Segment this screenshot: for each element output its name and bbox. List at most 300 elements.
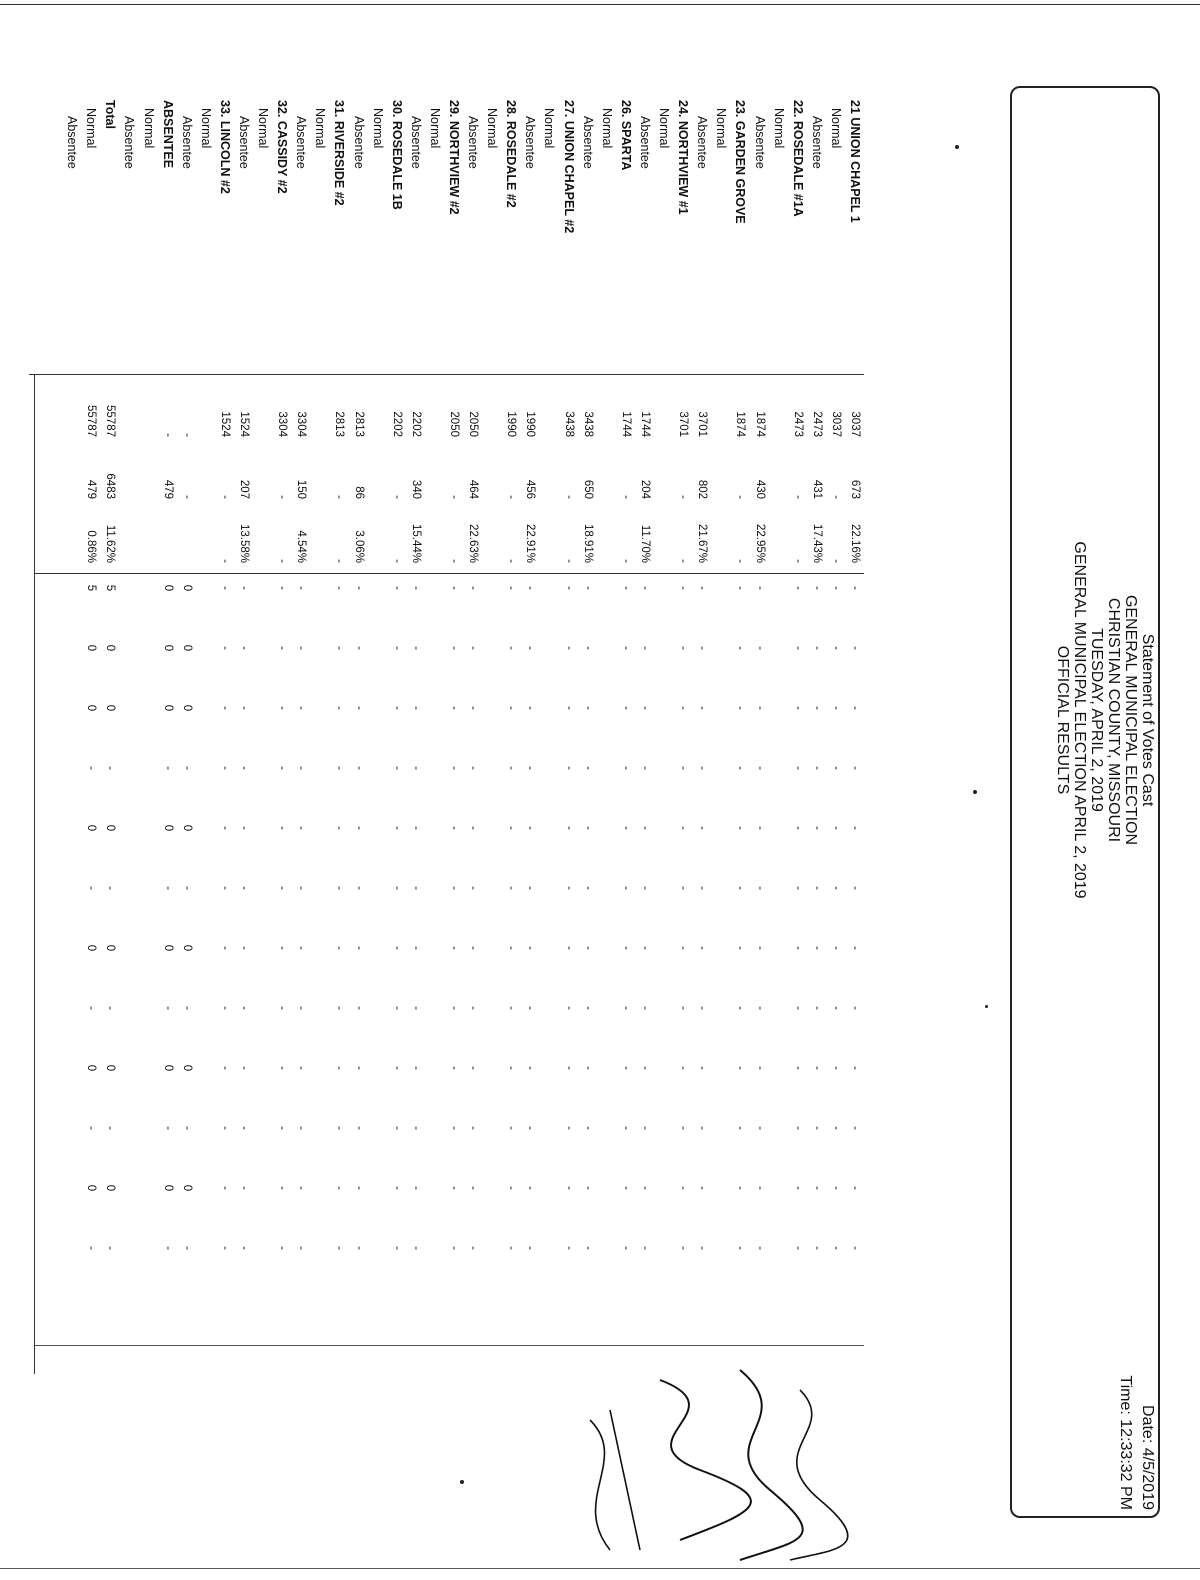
- ballots-cast: -: [390, 495, 403, 499]
- precinct-label: Normal: [84, 108, 99, 149]
- contest-count: -: [276, 1006, 289, 1010]
- contest-count: -: [390, 1006, 403, 1010]
- precinct-label: Normal: [141, 108, 156, 149]
- contest-count: -: [161, 1126, 174, 1130]
- contest-count: -: [276, 646, 289, 650]
- registered-voters: -: [180, 433, 193, 437]
- contest-count: -: [448, 826, 461, 830]
- signature-scribbles: [560, 1350, 860, 1570]
- contest-count: -: [276, 766, 289, 770]
- contest-count: -: [677, 1186, 690, 1190]
- contest-count: -: [505, 1066, 518, 1070]
- ballots-cast: -: [619, 495, 632, 499]
- contest-count: -: [791, 646, 804, 650]
- contest-count: 0: [161, 944, 174, 952]
- contest-count: -: [295, 1126, 308, 1130]
- contest-count: -: [581, 886, 594, 890]
- contest-count: 0: [104, 824, 117, 832]
- contest-count: -: [238, 706, 250, 710]
- turnout-percent: 22.63%: [467, 523, 480, 563]
- contest-count: -: [810, 946, 823, 950]
- ballots-cast: -: [829, 495, 842, 499]
- contest-count: 5: [104, 584, 117, 592]
- contest-count: -: [409, 646, 422, 650]
- table-row: [158, 375, 177, 1335]
- contest-count: -: [85, 886, 98, 890]
- contest-count: -: [505, 706, 518, 710]
- precinct-label: Absentee: [637, 116, 652, 169]
- turnout-percent: -: [333, 559, 346, 563]
- contest-count: -: [467, 646, 480, 650]
- precinct-label: Normal: [485, 108, 500, 149]
- contest-count: -: [238, 1246, 250, 1250]
- contest-count: -: [849, 826, 861, 830]
- title-line: OFFICIAL RESULTS: [1054, 645, 1071, 795]
- ballots-cast: 150: [295, 479, 308, 499]
- contest-count: -: [810, 766, 823, 770]
- contest-count: -: [849, 586, 861, 590]
- registered-voters: 2050: [448, 411, 461, 437]
- contest-count: -: [505, 946, 518, 950]
- contest-count: -: [562, 706, 575, 710]
- ballots-cast: -: [218, 495, 231, 499]
- turnout-percent: 22.16%: [849, 523, 861, 563]
- contest-count: -: [505, 886, 518, 890]
- contest-count: -: [638, 886, 651, 890]
- contest-count: -: [467, 1126, 480, 1130]
- contest-count: -: [791, 1186, 804, 1190]
- contest-count: -: [829, 1126, 842, 1130]
- contest-count: -: [295, 586, 308, 590]
- contest-count: -: [581, 646, 594, 650]
- contest-count: -: [753, 646, 766, 650]
- contest-count: -: [390, 1066, 403, 1070]
- contest-count: -: [448, 1006, 461, 1010]
- contest-count: -: [849, 1126, 861, 1130]
- title-line: TUESDAY, APRIL 2, 2019: [1088, 628, 1105, 812]
- table-row: [62, 375, 81, 1335]
- contest-count: -: [295, 1066, 308, 1070]
- contest-count: -: [409, 586, 422, 590]
- ballots-cast: 431: [810, 479, 823, 499]
- contest-count: -: [467, 766, 480, 770]
- contest-count: -: [218, 1246, 231, 1250]
- contest-count: -: [581, 946, 594, 950]
- table-row: [310, 375, 329, 1335]
- turnout-percent: 0.86%: [85, 530, 98, 563]
- contest-count: -: [734, 586, 747, 590]
- contest-count: -: [161, 1246, 174, 1250]
- table-row: [578, 375, 597, 1335]
- turnout-percent: 22.95%: [753, 523, 766, 563]
- contest-count: -: [333, 766, 346, 770]
- contest-count: -: [409, 766, 422, 770]
- contest-count: -: [276, 586, 289, 590]
- ballots-cast: 464: [467, 479, 480, 499]
- contest-count: 5: [85, 584, 98, 592]
- contest-count: -: [180, 1246, 193, 1250]
- contest-count: -: [409, 1246, 422, 1250]
- contest-count: 0: [161, 1184, 174, 1192]
- contest-count: -: [581, 1066, 594, 1070]
- contest-count: -: [696, 946, 709, 950]
- contest-count: -: [180, 1126, 193, 1130]
- contest-count: 0: [180, 824, 193, 832]
- contest-count: -: [409, 826, 422, 830]
- registered-voters: 3438: [581, 411, 594, 437]
- contest-count: -: [829, 766, 842, 770]
- table-row: [425, 375, 444, 1335]
- precinct-label: Absentee: [523, 116, 538, 169]
- table-row: [635, 375, 654, 1335]
- registered-voters: 2813: [352, 411, 365, 437]
- precinct-label: Normal: [198, 108, 213, 149]
- precinct-label: Absentee: [351, 116, 366, 169]
- contest-count: -: [734, 1006, 747, 1010]
- registered-voters: 1744: [638, 411, 651, 437]
- contest-count: -: [829, 1066, 842, 1070]
- contest-count: -: [104, 1006, 117, 1010]
- contest-count: -: [791, 766, 804, 770]
- contest-count: -: [849, 646, 861, 650]
- contest-count: -: [218, 586, 231, 590]
- contest-count: -: [696, 766, 709, 770]
- scan-speck: [955, 145, 959, 149]
- contest-count: -: [104, 1246, 117, 1250]
- contest-count: -: [696, 886, 709, 890]
- registered-voters: 1744: [619, 411, 632, 437]
- contest-count: -: [333, 1246, 346, 1250]
- registered-voters: 55787: [85, 405, 98, 437]
- contest-count: -: [734, 766, 747, 770]
- contest-count: -: [829, 826, 842, 830]
- ballots-cast: 479: [161, 479, 174, 499]
- scan-speck: [973, 790, 977, 794]
- precinct-label: 28. ROSEDALE #2: [504, 100, 519, 208]
- table-row: [81, 375, 100, 1335]
- contest-count: -: [810, 1126, 823, 1130]
- table-row: [845, 375, 864, 1335]
- precinct-label: 33. LINCOLN #2: [217, 100, 232, 194]
- ballots-cast: -: [562, 495, 575, 499]
- contest-count: -: [638, 826, 651, 830]
- contest-count: -: [238, 1006, 250, 1010]
- contest-count: -: [638, 646, 651, 650]
- contest-count: -: [849, 1186, 861, 1190]
- table-row: [807, 375, 826, 1335]
- table-row: [291, 375, 310, 1335]
- contest-count: -: [696, 1246, 709, 1250]
- contest-count: -: [467, 1186, 480, 1190]
- contest-count: -: [791, 1066, 804, 1070]
- table-row: [387, 375, 406, 1335]
- contest-count: -: [638, 1246, 651, 1250]
- contest-count: -: [104, 886, 117, 890]
- contest-count: 0: [85, 704, 98, 712]
- contest-count: -: [524, 646, 537, 650]
- ballots-cast: 479: [85, 479, 98, 499]
- ballots-cast: -: [677, 495, 690, 499]
- precinct-label: Normal: [256, 108, 271, 149]
- contest-count: -: [85, 766, 98, 770]
- precinct-label: Absentee: [122, 116, 137, 169]
- scan-speck: [985, 1005, 988, 1008]
- contest-count: -: [524, 1186, 537, 1190]
- contest-count: -: [333, 1006, 346, 1010]
- contest-count: -: [352, 1066, 365, 1070]
- precinct-label: 26. SPARTA: [618, 100, 633, 171]
- contest-count: -: [734, 1066, 747, 1070]
- title-line: GENERAL MUNICIPAL ELECTION APRIL 2, 2019: [1071, 541, 1088, 899]
- contest-count: -: [619, 1186, 632, 1190]
- contest-count: 0: [85, 824, 98, 832]
- contest-count: -: [734, 1246, 747, 1250]
- contest-count: -: [409, 1126, 422, 1130]
- contest-count: -: [352, 706, 365, 710]
- contest-count: -: [85, 1126, 98, 1130]
- contest-count: -: [409, 886, 422, 890]
- contest-count: -: [619, 766, 632, 770]
- registered-voters: 3304: [295, 411, 308, 437]
- registered-voters: 3701: [696, 411, 709, 437]
- table-row: [597, 375, 616, 1335]
- contest-count: -: [619, 826, 632, 830]
- contest-count: -: [85, 1246, 98, 1250]
- contest-count: -: [524, 586, 537, 590]
- contest-count: -: [295, 946, 308, 950]
- contest-count: -: [448, 766, 461, 770]
- turnout-percent: 18.91%: [581, 523, 594, 563]
- contest-count: -: [734, 826, 747, 830]
- registered-voters: 1874: [734, 411, 747, 437]
- contest-count: -: [505, 646, 518, 650]
- contest-count: -: [562, 646, 575, 650]
- table-row: [215, 375, 234, 1335]
- contest-count: -: [562, 1006, 575, 1010]
- contest-count: -: [753, 1006, 766, 1010]
- ballots-cast: -: [734, 495, 747, 499]
- contest-count: -: [753, 1246, 766, 1250]
- precinct-label: Absentee: [294, 116, 309, 169]
- contest-count: -: [734, 1126, 747, 1130]
- registered-voters: 2473: [791, 411, 804, 437]
- precinct-label: 27. UNION CHAPEL #2: [561, 100, 576, 234]
- contest-count: -: [409, 1066, 422, 1070]
- contest-count: -: [791, 826, 804, 830]
- contest-count: -: [352, 1006, 365, 1010]
- contest-count: -: [677, 1066, 690, 1070]
- ballots-cast: 6483: [104, 473, 117, 499]
- contest-count: -: [849, 706, 861, 710]
- contest-count: -: [276, 1246, 289, 1250]
- contest-count: -: [218, 706, 231, 710]
- precinct-label: Normal: [657, 108, 672, 149]
- contest-count: -: [562, 766, 575, 770]
- registered-voters: 2202: [390, 411, 403, 437]
- contest-count: -: [448, 706, 461, 710]
- table-row: [539, 375, 558, 1335]
- precinct-label: 31. RIVERSIDE #2: [332, 100, 347, 206]
- turnout-percent: 15.44%: [409, 523, 422, 563]
- contest-count: -: [581, 1126, 594, 1130]
- contest-count: -: [352, 946, 365, 950]
- contest-count: -: [295, 646, 308, 650]
- table-row: [520, 375, 539, 1335]
- contest-count: -: [849, 946, 861, 950]
- contest-count: 0: [104, 644, 117, 652]
- precinct-label: 30. ROSEDALE 1B: [389, 100, 404, 210]
- contest-count: -: [505, 1186, 518, 1190]
- contest-count: -: [829, 1246, 842, 1250]
- contest-count: -: [696, 1186, 709, 1190]
- contest-count: 0: [180, 584, 193, 592]
- contest-count: -: [390, 826, 403, 830]
- turnout-percent: -: [218, 559, 231, 563]
- title-line: GENERAL MUNICIPAL ELECTION: [1122, 594, 1139, 846]
- turnout-percent: -: [448, 559, 461, 563]
- registered-voters: 3304: [276, 411, 289, 437]
- contest-count: 0: [104, 1184, 117, 1192]
- contest-count: 0: [85, 1064, 98, 1072]
- contest-count: -: [562, 1246, 575, 1250]
- contest-count: -: [562, 1126, 575, 1130]
- contest-count: -: [829, 946, 842, 950]
- table-row: [368, 375, 387, 1335]
- contest-count: -: [791, 1126, 804, 1130]
- contest-count: -: [218, 1126, 231, 1130]
- contest-count: 0: [161, 1064, 174, 1072]
- turnout-percent: 11.70%: [638, 524, 651, 563]
- contest-count: -: [467, 1246, 480, 1250]
- contest-count: -: [218, 886, 231, 890]
- contest-count: -: [619, 1066, 632, 1070]
- ballots-cast: 456: [524, 479, 537, 499]
- registered-voters: 3037: [829, 411, 842, 437]
- contest-count: -: [696, 1126, 709, 1130]
- contest-count: -: [333, 1186, 346, 1190]
- contest-count: -: [581, 766, 594, 770]
- contest-count: -: [505, 766, 518, 770]
- contest-count: -: [696, 706, 709, 710]
- contest-count: -: [638, 1006, 651, 1010]
- contest-count: -: [619, 646, 632, 650]
- contest-count: -: [390, 766, 403, 770]
- contest-count: -: [238, 826, 250, 830]
- contest-count: -: [467, 586, 480, 590]
- contest-count: -: [161, 766, 174, 770]
- contest-count: -: [276, 706, 289, 710]
- contest-count: -: [448, 1186, 461, 1190]
- contest-count: -: [333, 946, 346, 950]
- contest-count: -: [791, 886, 804, 890]
- contest-count: -: [276, 886, 289, 890]
- contest-count: -: [467, 1006, 480, 1010]
- registered-voters: 1524: [238, 411, 250, 437]
- contest-count: 0: [161, 584, 174, 592]
- table-row: [749, 375, 768, 1335]
- contest-count: -: [734, 946, 747, 950]
- contest-count: -: [448, 1246, 461, 1250]
- contest-count: -: [810, 826, 823, 830]
- contest-count: -: [677, 646, 690, 650]
- contest-count: -: [333, 826, 346, 830]
- contest-count: -: [810, 1066, 823, 1070]
- contest-count: 0: [161, 644, 174, 652]
- ballots-cast: 430: [753, 479, 766, 499]
- table-row: [406, 375, 425, 1335]
- contest-count: -: [791, 1006, 804, 1010]
- registered-voters: 3037: [849, 411, 861, 437]
- table-row: [253, 375, 272, 1335]
- contest-count: -: [524, 1066, 537, 1070]
- contest-count: -: [581, 586, 594, 590]
- report-time: Time: 12:33:32 PM: [1117, 1375, 1134, 1510]
- contest-count: -: [696, 1006, 709, 1010]
- ballots-cast: -: [180, 495, 193, 499]
- contest-count: -: [791, 1246, 804, 1250]
- contest-count: -: [829, 586, 842, 590]
- contest-count: -: [409, 1186, 422, 1190]
- contest-count: 0: [104, 1064, 117, 1072]
- contest-count: -: [791, 946, 804, 950]
- contest-count: -: [696, 1066, 709, 1070]
- contest-count: -: [677, 826, 690, 830]
- contest-count: -: [524, 1126, 537, 1130]
- contest-count: -: [562, 1066, 575, 1070]
- contest-count: -: [753, 706, 766, 710]
- ballots-cast: -: [276, 495, 289, 499]
- contest-count: -: [238, 586, 250, 590]
- contest-count: -: [180, 1006, 193, 1010]
- precinct-label: Absentee: [809, 116, 824, 169]
- contest-count: -: [390, 1246, 403, 1250]
- contest-count: -: [295, 1006, 308, 1010]
- contest-count: 0: [180, 1064, 193, 1072]
- registered-voters: 2202: [409, 411, 422, 437]
- table-row: [711, 375, 730, 1335]
- contest-count: -: [677, 706, 690, 710]
- ballots-cast: -: [791, 495, 804, 499]
- contest-count: -: [562, 946, 575, 950]
- contest-count: -: [295, 826, 308, 830]
- contest-count: -: [753, 1186, 766, 1190]
- contest-count: -: [390, 646, 403, 650]
- contest-count: 0: [180, 644, 193, 652]
- contest-count: -: [352, 886, 365, 890]
- contest-count: 0: [104, 704, 117, 712]
- contest-count: -: [352, 1246, 365, 1250]
- contest-count: -: [390, 1186, 403, 1190]
- column-divider: [34, 1345, 864, 1346]
- table-row: [616, 375, 635, 1335]
- contest-count: -: [295, 1186, 308, 1190]
- table-row: [673, 375, 692, 1335]
- contest-count: -: [619, 1246, 632, 1250]
- contest-count: -: [276, 1066, 289, 1070]
- turnout-percent: 13.58%: [238, 523, 250, 563]
- contest-count: -: [409, 946, 422, 950]
- contest-count: -: [505, 586, 518, 590]
- contest-count: -: [849, 1246, 861, 1250]
- contest-count: -: [638, 1126, 651, 1130]
- contest-count: -: [619, 706, 632, 710]
- ballots-cast: 340: [409, 479, 422, 499]
- contest-count: -: [448, 946, 461, 950]
- contest-count: -: [448, 1126, 461, 1130]
- contest-count: -: [581, 1186, 594, 1190]
- table-row: [769, 375, 788, 1335]
- registered-voters: 1524: [218, 411, 231, 437]
